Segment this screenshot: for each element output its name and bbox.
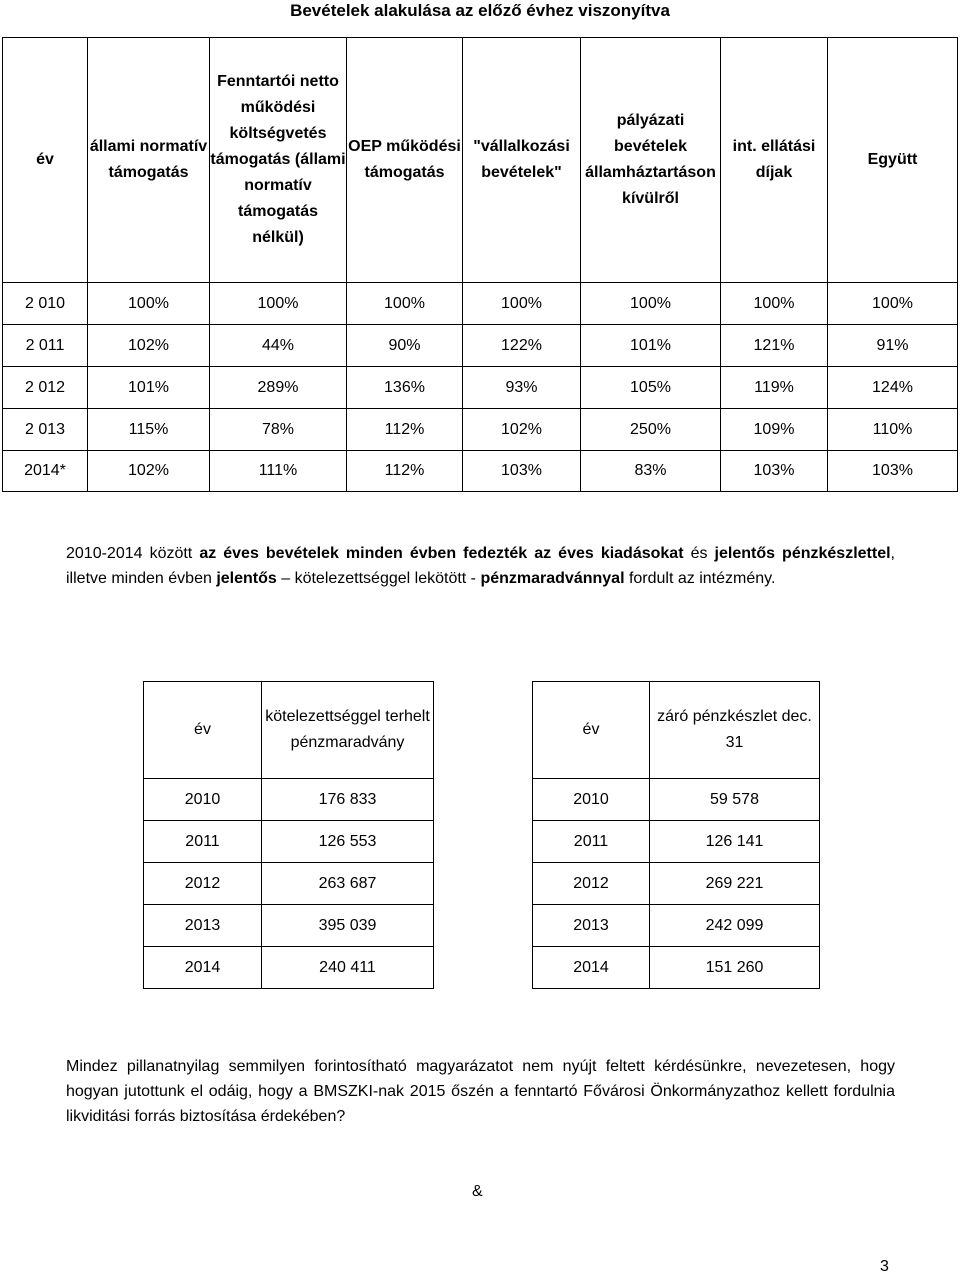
cell: 2011	[533, 821, 650, 863]
header-fenntartoi: Fenntartói netto működési költségvetés támogatás (állami normatív támogatás nélkül)	[210, 38, 347, 283]
table-row	[3, 451, 958, 492]
cell: 103%	[721, 451, 828, 492]
cell: 115%	[88, 409, 210, 451]
table-row	[3, 409, 958, 451]
cell: 93%	[463, 367, 581, 409]
text: fordult az intézmény.	[624, 570, 776, 587]
cell: 91%	[828, 325, 958, 367]
table-row	[533, 947, 820, 989]
cell: 101%	[581, 325, 721, 367]
page-number: 3	[880, 1258, 889, 1275]
text: , illetve minden évben	[66, 545, 895, 587]
cell: 112%	[347, 451, 463, 492]
reserve-table	[143, 681, 434, 989]
header-ev: év	[144, 682, 262, 779]
table-row	[533, 779, 820, 821]
text-bold: az éves bevételek minden évben fedezték az éves kiadásokat	[199, 545, 684, 562]
cell: 2012	[144, 863, 262, 905]
cell: 100%	[721, 283, 828, 325]
table-row	[533, 821, 820, 863]
text-bold: jelentős pénzkészlettel	[714, 545, 891, 562]
cell: 44%	[210, 325, 347, 367]
cell: 102%	[463, 409, 581, 451]
table-header-row	[144, 682, 434, 779]
header-penzmaradvany: kötelezettséggel terhelt pénzmaradvány	[262, 682, 434, 779]
header-penzkeszlet: záró pénzkészlet dec. 31	[650, 682, 820, 779]
cell: 2014*	[3, 451, 88, 492]
table-row	[144, 947, 434, 989]
cell: 2010	[144, 779, 262, 821]
cell: 122%	[463, 325, 581, 367]
cell: 2013	[533, 905, 650, 947]
header-ev: év	[533, 682, 650, 779]
cell: 102%	[88, 451, 210, 492]
table-row	[3, 325, 958, 367]
cell: 90%	[347, 325, 463, 367]
summary-paragraph	[66, 541, 895, 591]
cell: 240 411	[262, 947, 434, 989]
cell: 395 039	[262, 905, 434, 947]
cell: 176 833	[262, 779, 434, 821]
cell: 100%	[210, 283, 347, 325]
cell: 2 013	[3, 409, 88, 451]
cell: 100%	[88, 283, 210, 325]
cell: 2013	[144, 905, 262, 947]
cell: 121%	[721, 325, 828, 367]
table-header-row	[3, 38, 958, 283]
cell: 109%	[721, 409, 828, 451]
question-paragraph: Mindez pillanatnyilag semmilyen forintosítható magyarázatot nem nyújt feltett kérdésünkre, nevezetesen, hogy hogyan jutottunk el odáig, hogy a BMSZKI-nak 2015 őszén a fenntartó Fővárosi Önkormányzathoz kellett fordulnia likviditási forrás biztosítása érdekében?	[66, 1058, 895, 1125]
cell: 103%	[828, 451, 958, 492]
cell: 2 011	[3, 325, 88, 367]
cell: 102%	[88, 325, 210, 367]
cell: 2010	[533, 779, 650, 821]
revenue-ratio-table	[2, 37, 958, 492]
table-row	[144, 779, 434, 821]
cell: 250%	[581, 409, 721, 451]
table-row	[3, 283, 958, 325]
cell: 124%	[828, 367, 958, 409]
cell: 2014	[533, 947, 650, 989]
table-row	[533, 905, 820, 947]
cell: 111%	[210, 451, 347, 492]
header-egyutt: Együtt	[828, 38, 958, 283]
cell: 269 221	[650, 863, 820, 905]
cell: 100%	[347, 283, 463, 325]
cell: 103%	[463, 451, 581, 492]
cell: 105%	[581, 367, 721, 409]
table-header-row	[533, 682, 820, 779]
cell: 289%	[210, 367, 347, 409]
cell: 2 012	[3, 367, 88, 409]
text: 2010-2014 között	[66, 545, 200, 562]
table-row	[533, 863, 820, 905]
cell: 2014	[144, 947, 262, 989]
cell: 263 687	[262, 863, 434, 905]
cell: 2011	[144, 821, 262, 863]
cell: 136%	[347, 367, 463, 409]
header-palyazati: pályázati bevételek államháztartáson kívülről	[581, 38, 721, 283]
header-vallalkozasi: "vállalkozási bevételek"	[463, 38, 581, 283]
cell: 100%	[463, 283, 581, 325]
cell: 83%	[581, 451, 721, 492]
cell: 59 578	[650, 779, 820, 821]
table-row	[3, 367, 958, 409]
cell: 242 099	[650, 905, 820, 947]
cell: 2012	[533, 863, 650, 905]
cell: 112%	[347, 409, 463, 451]
table-row	[144, 821, 434, 863]
text-bold: pénzmaradvánnyal	[480, 570, 625, 587]
header-allami-normativ: állami normatív támogatás	[88, 38, 210, 283]
cell: 100%	[581, 283, 721, 325]
table-row	[144, 905, 434, 947]
table-row	[144, 863, 434, 905]
text: és	[683, 545, 715, 562]
cell: 151 260	[650, 947, 820, 989]
page-title: Bevételek alakulása az előző évhez viszonyítva	[290, 1, 670, 20]
header-oep: OEP működési támogatás	[347, 38, 463, 283]
cell: 126 141	[650, 821, 820, 863]
cell: 119%	[721, 367, 828, 409]
cell: 100%	[828, 283, 958, 325]
cell: 101%	[88, 367, 210, 409]
text: – kötelezettséggel lekötött -	[276, 570, 481, 587]
cell: 126 553	[262, 821, 434, 863]
cash-table	[532, 681, 820, 989]
header-ev: év	[3, 38, 88, 283]
header-int-ellatasi: int. ellátási díjak	[721, 38, 828, 283]
cell: 110%	[828, 409, 958, 451]
text-bold: jelentős	[216, 570, 277, 587]
cell: 2 010	[3, 283, 88, 325]
cell: 78%	[210, 409, 347, 451]
ampersand-separator: &	[472, 1183, 483, 1200]
